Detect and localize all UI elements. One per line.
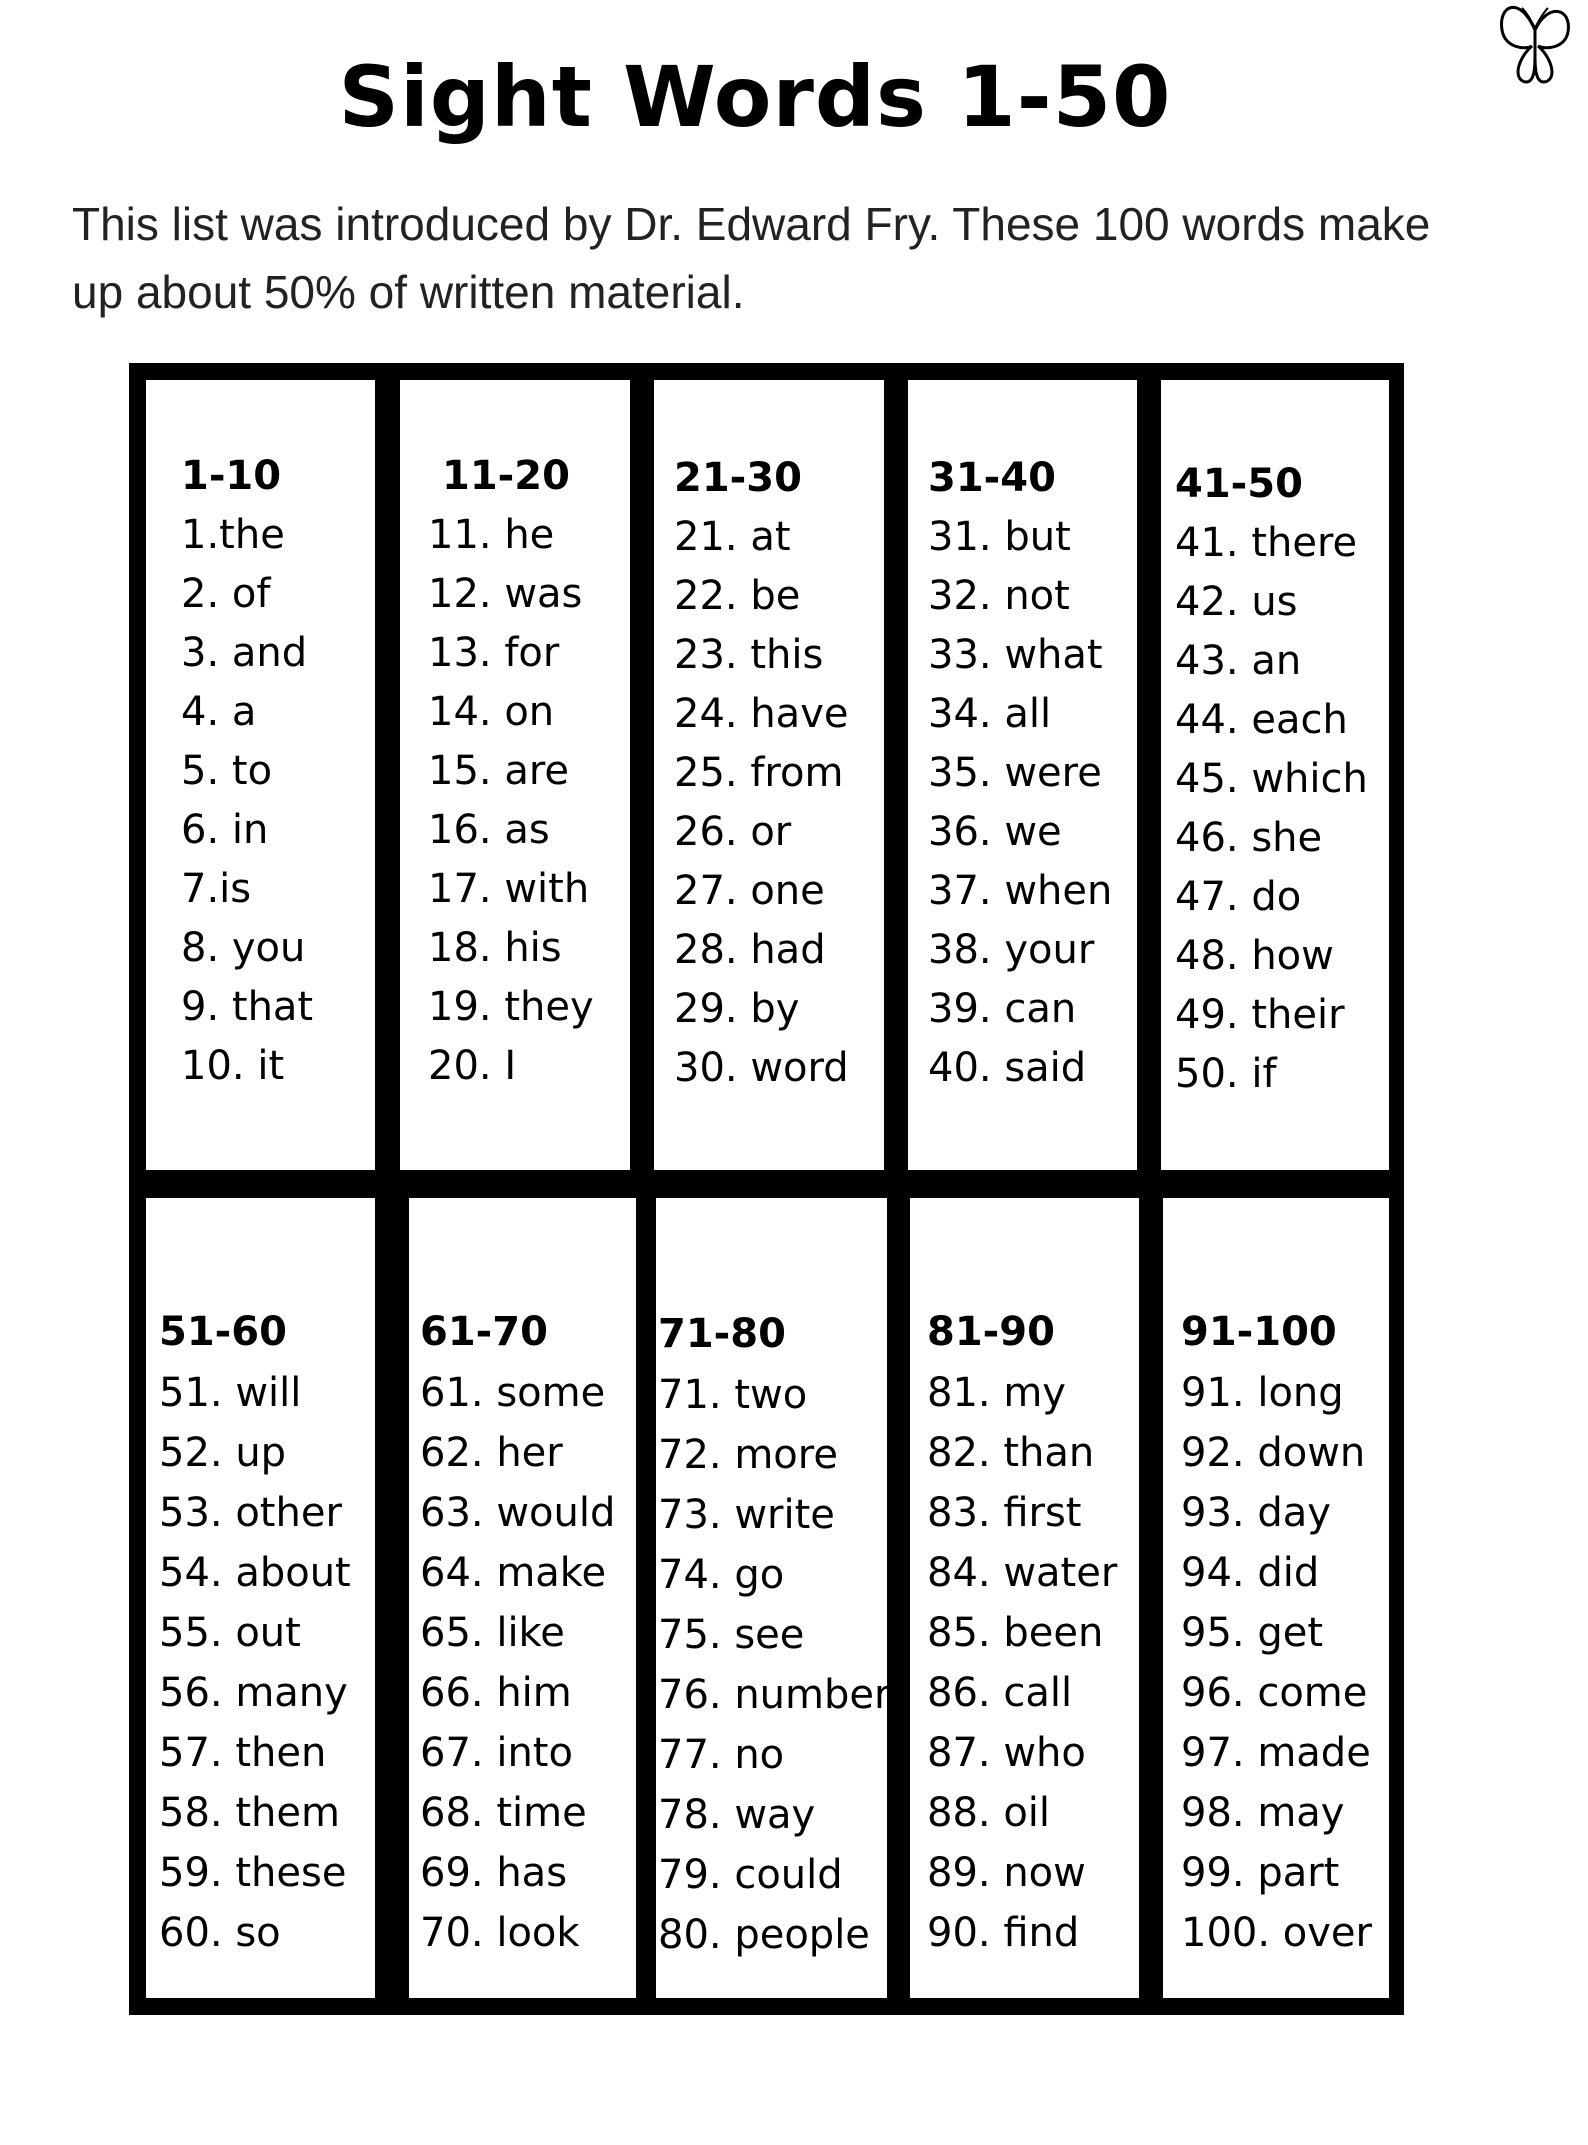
list-item: 34. all	[928, 691, 1052, 737]
list-item: 61. some	[420, 1370, 606, 1416]
list-item: 24. have	[674, 691, 849, 737]
list-item: 12. was	[428, 571, 583, 617]
list-item: 58. them	[159, 1790, 340, 1836]
list-item: 64. make	[420, 1550, 607, 1596]
list-item: 5. to	[181, 748, 273, 794]
list-item: 7.is	[181, 866, 252, 912]
sight-words-grid	[129, 363, 1404, 2015]
list-item: 67. into	[420, 1730, 573, 1776]
list-item: 77. no	[658, 1732, 785, 1778]
list-item: 41. there	[1175, 520, 1358, 566]
column-heading: 11-20	[442, 453, 570, 499]
list-item: 66. him	[420, 1670, 572, 1716]
list-item: 65. like	[420, 1610, 565, 1656]
word-column-91-100	[1163, 1198, 1389, 1998]
list-item: 11. he	[428, 512, 555, 558]
list-item: 56. many	[159, 1670, 348, 1716]
list-item: 9. that	[181, 984, 314, 1030]
list-item: 42. us	[1175, 579, 1298, 625]
page-title: Sight Words 1-50	[338, 48, 1172, 146]
list-item: 17. with	[428, 866, 590, 912]
list-item: 20. I	[428, 1043, 517, 1089]
column-heading: 1-10	[181, 453, 282, 499]
list-item: 98. may	[1181, 1790, 1345, 1836]
column-heading: 31-40	[928, 455, 1056, 501]
list-item: 55. out	[159, 1610, 301, 1656]
list-item: 62. her	[420, 1430, 563, 1476]
column-heading: 21-30	[674, 455, 802, 501]
list-item: 94. did	[1181, 1550, 1320, 1596]
list-item: 1.the	[181, 512, 285, 558]
list-item: 25. from	[674, 750, 844, 796]
word-column-71-80	[656, 1198, 891, 1998]
intro-text: This list was introduced by Dr. Edward Fry. These 100 words make up about 50% of written material.	[72, 198, 1431, 318]
list-item: 31. but	[928, 514, 1071, 560]
list-item: 50. if	[1175, 1051, 1277, 1097]
list-item: 81. my	[927, 1370, 1066, 1416]
word-column-31-40	[908, 380, 1137, 1170]
list-item: 33. what	[928, 632, 1103, 678]
list-item: 30. word	[674, 1045, 849, 1091]
list-item: 83. first	[927, 1490, 1082, 1536]
list-item: 35. were	[928, 750, 1102, 796]
list-item: 79. could	[658, 1852, 843, 1898]
list-item: 86. call	[927, 1670, 1073, 1716]
list-item: 19. they	[428, 984, 594, 1030]
list-item: 71. two	[658, 1372, 808, 1418]
list-item: 95. get	[1181, 1610, 1324, 1656]
list-item: 38. your	[928, 927, 1095, 973]
list-item: 2. of	[181, 571, 271, 617]
list-item: 52. up	[159, 1430, 287, 1476]
list-item: 6. in	[181, 807, 269, 853]
column-heading: 41-50	[1175, 461, 1303, 507]
list-item: 88. oil	[927, 1790, 1051, 1836]
list-item: 80. people	[658, 1912, 870, 1958]
list-item: 82. than	[927, 1430, 1095, 1476]
list-item: 3. and	[181, 630, 308, 676]
list-item: 10. it	[181, 1043, 285, 1089]
list-item: 73. write	[658, 1492, 835, 1538]
word-column-21-30	[654, 380, 884, 1170]
list-item: 37. when	[928, 868, 1113, 914]
word-column-11-20	[400, 380, 630, 1170]
list-item: 90. find	[927, 1910, 1080, 1956]
list-item: 29. by	[674, 986, 800, 1032]
list-item: 76. number	[658, 1672, 891, 1718]
list-item: 89. now	[927, 1850, 1086, 1896]
list-item: 100. over	[1181, 1910, 1372, 1956]
column-heading: 91-100	[1181, 1309, 1337, 1355]
list-item: 36. we	[928, 809, 1062, 855]
column-heading: 71-80	[658, 1311, 786, 1357]
word-column-81-90	[910, 1198, 1139, 1998]
list-item: 49. their	[1175, 992, 1345, 1038]
list-item: 93. day	[1181, 1490, 1331, 1536]
list-item: 22. be	[674, 573, 801, 619]
list-item: 8. you	[181, 925, 306, 971]
list-item: 87. who	[927, 1730, 1086, 1776]
word-column-1-10	[146, 380, 375, 1170]
list-item: 91. long	[1181, 1370, 1344, 1416]
butterfly-icon	[1490, 0, 1580, 100]
list-item: 39. can	[928, 986, 1077, 1032]
list-item: 69. has	[420, 1850, 568, 1896]
list-item: 28. had	[674, 927, 826, 973]
list-item: 23. this	[674, 632, 824, 678]
list-item: 75. see	[658, 1612, 805, 1658]
list-item: 27. one	[674, 868, 825, 914]
word-column-61-70	[409, 1198, 636, 1998]
column-heading: 51-60	[159, 1309, 287, 1355]
list-item: 47. do	[1175, 874, 1302, 920]
list-item: 4. a	[181, 689, 257, 735]
list-item: 14. on	[428, 689, 555, 735]
list-item: 96. come	[1181, 1670, 1368, 1716]
list-item: 18. his	[428, 925, 562, 971]
list-item: 26. or	[674, 809, 792, 855]
list-item: 72. more	[658, 1432, 838, 1478]
list-item: 46. she	[1175, 815, 1323, 861]
list-item: 60. so	[159, 1910, 281, 1956]
word-column-41-50	[1161, 380, 1389, 1170]
list-item: 63. would	[420, 1490, 616, 1536]
list-item: 51. will	[159, 1370, 302, 1416]
list-item: 57. then	[159, 1730, 327, 1776]
list-item: 59. these	[159, 1850, 347, 1896]
list-item: 99. part	[1181, 1850, 1340, 1896]
list-item: 97. made	[1181, 1730, 1371, 1776]
list-item: 32. not	[928, 573, 1070, 619]
list-item: 15. are	[428, 748, 570, 794]
list-item: 92. down	[1181, 1430, 1366, 1476]
list-item: 85. been	[927, 1610, 1104, 1656]
list-item: 74. go	[658, 1552, 785, 1598]
column-heading: 81-90	[927, 1309, 1055, 1355]
word-column-51-60	[146, 1198, 375, 1998]
list-item: 53. other	[159, 1490, 342, 1536]
list-item: 70. look	[420, 1910, 580, 1956]
list-item: 43. an	[1175, 638, 1302, 684]
list-item: 45. which	[1175, 756, 1368, 802]
list-item: 84. water	[927, 1550, 1118, 1596]
list-item: 13. for	[428, 630, 560, 676]
list-item: 40. said	[928, 1045, 1087, 1091]
column-heading: 61-70	[420, 1309, 548, 1355]
list-item: 78. way	[658, 1792, 816, 1838]
list-item: 44. each	[1175, 697, 1348, 743]
list-item: 68. time	[420, 1790, 587, 1836]
list-item: 16. as	[428, 807, 550, 853]
list-item: 48. how	[1175, 933, 1334, 979]
list-item: 21. at	[674, 514, 791, 560]
list-item: 54. about	[159, 1550, 351, 1596]
